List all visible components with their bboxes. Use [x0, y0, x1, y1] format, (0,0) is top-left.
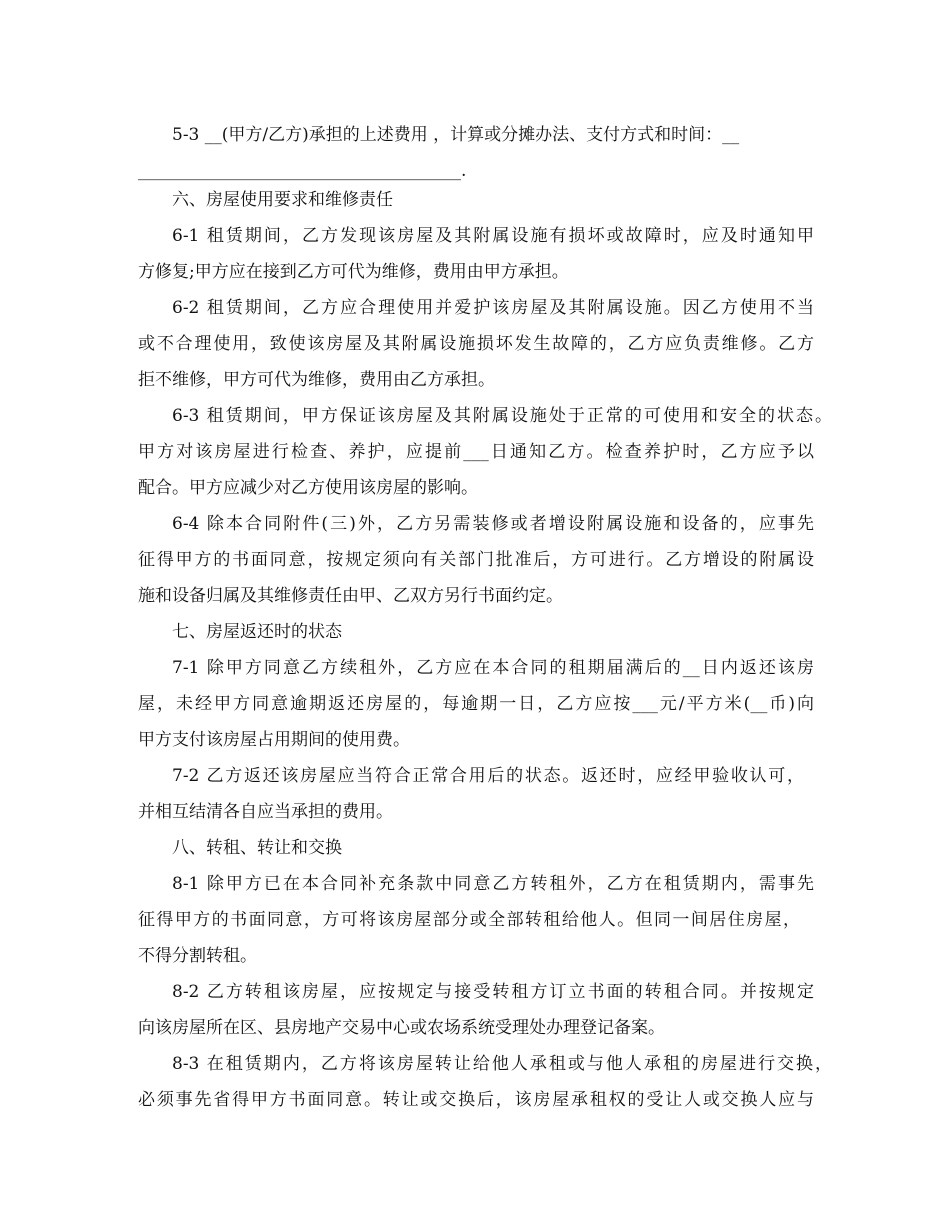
clause-6-3-line-2: 甲方对该房屋进行检查、养护，应提前___日通知乙方。检查养护时，乙方应予以	[138, 442, 814, 462]
clause-5-3-line-2: ______________________________________.	[138, 161, 467, 181]
clause-6-2-line-2: 或不合理使用，致使该房屋及其附属设施损坏发生故障的，乙方应负责维修。乙方	[138, 334, 814, 354]
clause-8-2-line-2: 向该房屋所在区、县房地产交易中心或农场系统受理处办理登记备案。	[138, 1018, 665, 1038]
clause-7-2-line-1: 7-2 乙方返还该房屋应当符合正常合用后的状态。返还时，应经甲验收认可，	[172, 766, 804, 786]
clause-6-1-line-1: 6-1 租赁期间，乙方发现该房屋及其附属设施有损坏或故障时，应及时通知甲	[172, 226, 814, 246]
section-8-heading: 八、转租、转让和交换	[172, 838, 342, 858]
clause-8-1-line-2: 征得甲方的书面同意，方可将该房屋部分或全部转租给他人。但同一间居住房屋，	[138, 910, 800, 930]
clause-8-2-line-1: 8-2 乙方转租该房屋，应按规定与接受转租方订立书面的转租合同。并按规定	[172, 982, 814, 1002]
clause-7-2-line-2: 并相互结清各自应当承担的费用。	[138, 802, 393, 822]
clause-8-3-line-2: 必须事先省得甲方书面同意。转让或交换后，该房屋承租权的受让人或交换人应与	[138, 1090, 814, 1110]
clause-6-4-line-3: 施和设备归属及其维修责任由甲、乙双方另行书面约定。	[138, 586, 563, 606]
clause-6-2-line-3: 拒不维修，甲方可代为维修，费用由乙方承担。	[138, 370, 495, 390]
clause-8-3-line-1: 8-3 在租赁期内，乙方将该房屋转让给他人承租或与他人承租的房屋进行交换，	[172, 1054, 832, 1074]
clause-8-1-line-1: 8-1 除甲方已在本合同补充条款中同意乙方转租外，乙方在租赁期内，需事先	[172, 874, 814, 894]
clause-6-2-line-1: 6-2 租赁期间，乙方应合理使用并爱护该房屋及其附属设施。因乙方使用不当	[172, 298, 814, 318]
section-6-heading: 六、房屋使用要求和维修责任	[172, 190, 393, 210]
clause-7-1-line-1: 7-1 除甲方同意乙方续租外，乙方应在本合同的租期届满后的__日内返还该房	[172, 658, 814, 678]
clause-6-4-line-1: 6-4 除本合同附件(三)外，乙方另需装修或者增设附属设施和设备的，应事先	[172, 514, 814, 534]
clause-7-1-line-3: 甲方支付该房屋占用期间的使用费。	[138, 730, 410, 750]
clause-6-3-line-3: 配合。甲方应减少对乙方使用该房屋的影响。	[138, 478, 478, 498]
clause-5-3-line-1: 5-3 __(甲方/乙方)承担的上述费用 ，计算或分摊办法、支付方式和时间：__	[172, 125, 740, 145]
clause-8-1-line-3: 不得分割转租。	[138, 946, 257, 966]
section-7-heading: 七、房屋返还时的状态	[172, 622, 342, 642]
clause-6-3-line-1: 6-3 租赁期间，甲方保证该房屋及其附属设施处于正常的可使用和安全的状态。	[172, 406, 832, 426]
clause-7-1-line-2: 屋，未经甲方同意逾期返还房屋的，每逾期一日，乙方应按___元/平方米(__币)向	[138, 694, 814, 714]
clause-6-4-line-2: 征得甲方的书面同意，按规定须向有关部门批准后，方可进行。乙方增设的附属设	[138, 550, 814, 570]
clause-6-1-line-2: 方修复;甲方应在接到乙方可代为维修，费用由甲方承担。	[138, 262, 569, 282]
